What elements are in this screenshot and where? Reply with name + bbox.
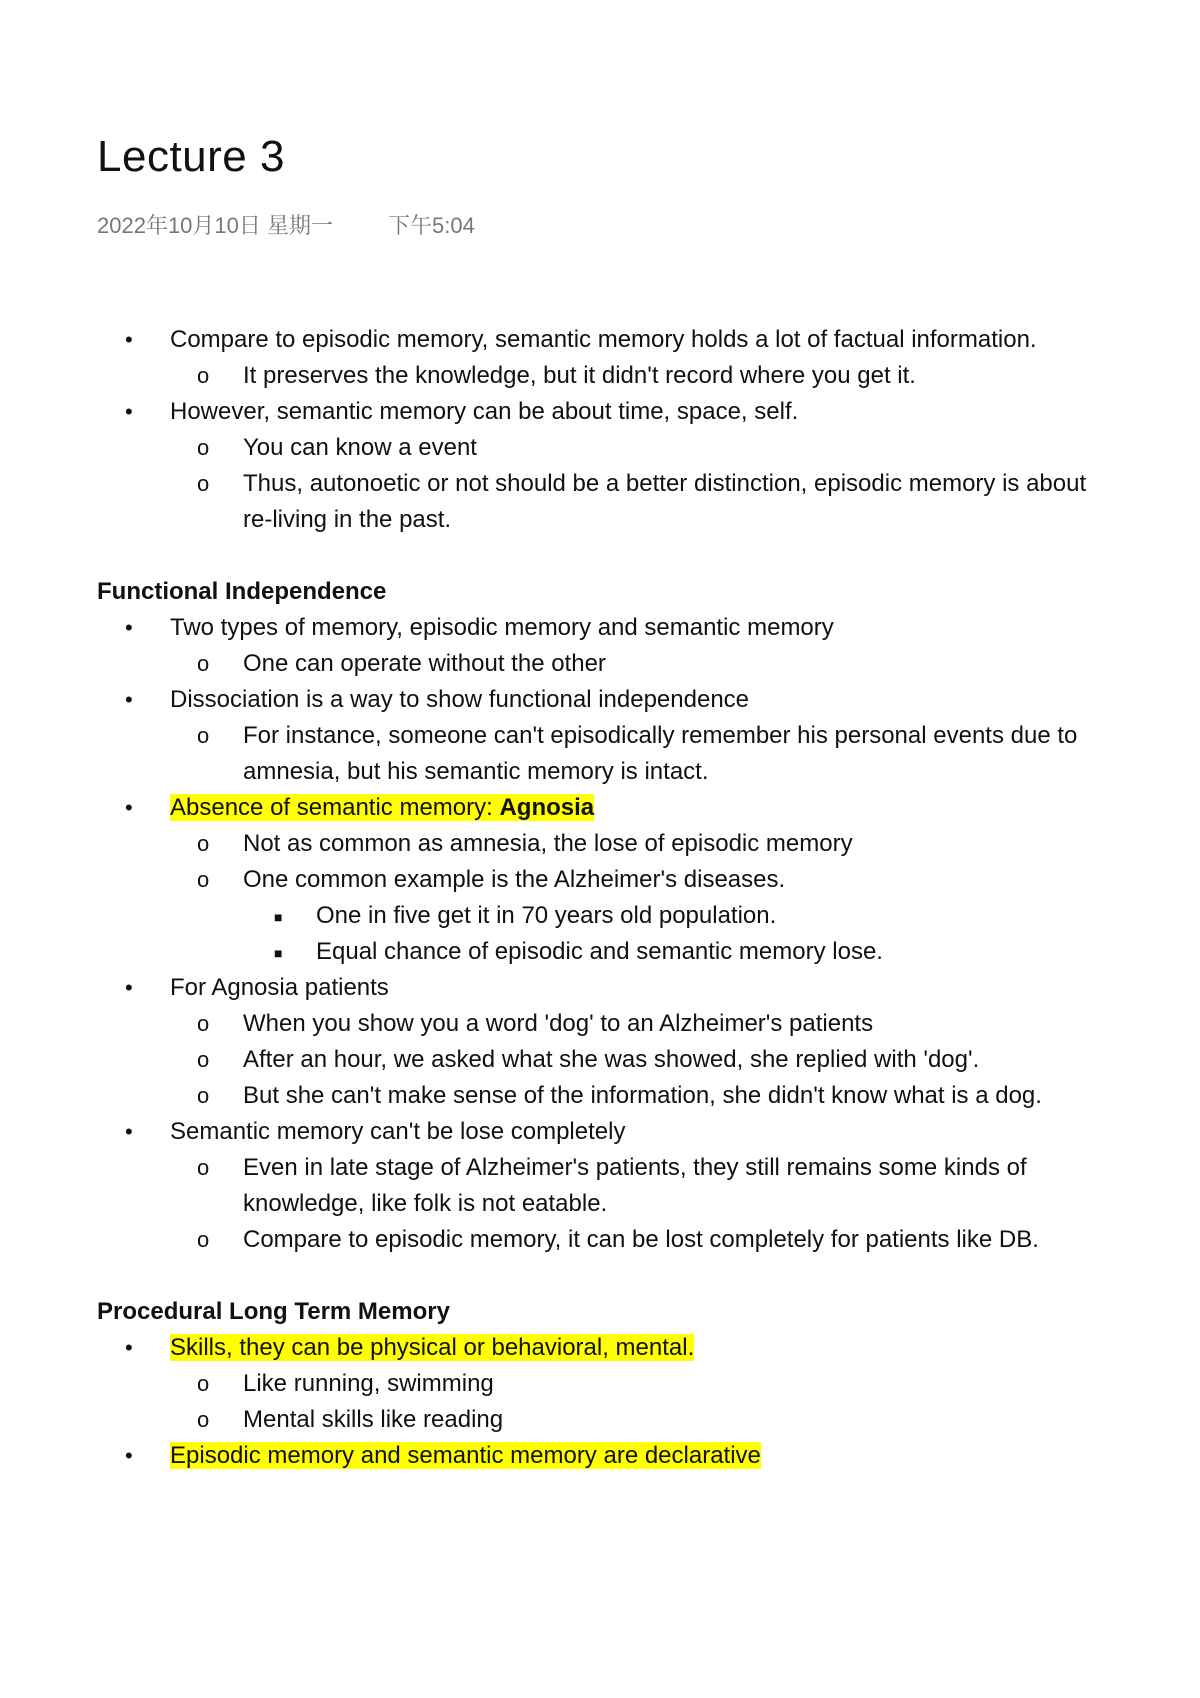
bullet-circle: o xyxy=(197,1155,210,1180)
list-item-text: Two types of memory, episodic memory and semantic memory xyxy=(170,614,834,641)
section-3-list xyxy=(97,1438,1117,1474)
bullet-disc: • xyxy=(125,687,133,712)
bullet-disc: • xyxy=(125,399,133,424)
bullet-circle: o xyxy=(197,867,210,892)
sublist xyxy=(97,1150,1117,1258)
page-meta xyxy=(97,209,475,240)
section-1-list xyxy=(97,394,1117,430)
bullet-circle: o xyxy=(197,1011,210,1036)
bullet-circle: o xyxy=(197,471,210,496)
highlighted-text: Episodic memory and semantic memory are declarative xyxy=(170,1442,761,1469)
list-item-highlighted xyxy=(97,1438,1117,1474)
sub-list-item xyxy=(97,1078,1117,1114)
meta-date: 2022年10月10日 星期一 xyxy=(97,213,333,238)
sub-list-item-text: Compare to episodic memory, it can be lost completely for patients like DB. xyxy=(243,1226,1039,1253)
sublist xyxy=(97,358,1117,394)
bullet-circle: o xyxy=(197,1047,210,1072)
sub-list-item-text: One can operate without the other xyxy=(243,650,606,677)
bullet-circle: o xyxy=(197,1227,210,1252)
spacer xyxy=(97,538,1117,574)
sub-list-item xyxy=(97,1006,1117,1042)
bullet-square: ■ xyxy=(274,909,283,925)
section-2-list xyxy=(97,790,1117,826)
list-item-highlighted xyxy=(97,790,1117,826)
sub-list-item xyxy=(97,430,1117,466)
bullet-circle: o xyxy=(197,1083,210,1108)
bullet-circle: o xyxy=(197,831,210,856)
sub-list-item-text: For instance, someone can't episodically remember his personal events due to amnesia, but his semantic memory is intact. xyxy=(243,722,1078,785)
list-item-text: For Agnosia patients xyxy=(170,974,389,1001)
page-title: Lecture 3 xyxy=(97,132,285,181)
sub-list-item xyxy=(97,1150,1117,1222)
list-item xyxy=(97,682,1117,718)
section-3-list xyxy=(97,1330,1117,1366)
sub-sub-list-item xyxy=(97,898,1117,934)
section-heading-functional-independence: Functional Independence xyxy=(97,578,387,605)
bullet-disc: • xyxy=(125,1335,133,1360)
sub-list-item xyxy=(97,646,1117,682)
sub-list-item xyxy=(97,1402,1117,1438)
bullet-circle: o xyxy=(197,363,210,388)
spacer xyxy=(97,1258,1117,1294)
sub-list-item xyxy=(97,466,1117,538)
sub-list-item-text: When you show you a word 'dog' to an Alzheimer's patients xyxy=(243,1010,874,1037)
section-1-list xyxy=(97,322,1117,358)
sub-list-item xyxy=(97,1366,1117,1402)
list-item-text: Absence of semantic memory: xyxy=(170,794,500,821)
note-body xyxy=(97,322,1117,1474)
sub-sub-list-item xyxy=(97,934,1117,970)
sub-list-item-text: Mental skills like reading xyxy=(243,1406,504,1433)
sub-list-item xyxy=(97,826,1117,862)
sublist xyxy=(97,646,1117,682)
section-heading-procedural-memory: Procedural Long Term Memory xyxy=(97,1298,450,1325)
list-item-highlighted xyxy=(97,1330,1117,1366)
meta-time: 下午5:04 xyxy=(388,213,475,238)
bullet-disc: • xyxy=(125,327,133,352)
page-bottom-margin xyxy=(0,1572,1200,1698)
section-2-list xyxy=(97,610,1117,646)
list-item xyxy=(97,322,1117,358)
sub-list-item xyxy=(97,1042,1117,1078)
subsublist xyxy=(97,898,1117,970)
sub-sub-list-item-text: One in five get it in 70 years old population. xyxy=(316,902,777,929)
bullet-square: ■ xyxy=(274,945,283,961)
section-2-list xyxy=(97,970,1117,1006)
sublist xyxy=(97,718,1117,790)
bullet-disc: • xyxy=(125,615,133,640)
bold-term-agnosia: Agnosia xyxy=(499,794,595,821)
bullet-disc: • xyxy=(125,795,133,820)
sub-list-item xyxy=(97,718,1117,790)
list-item xyxy=(97,970,1117,1006)
sub-sub-list-item-text: Equal chance of episodic and semantic memory lose. xyxy=(316,938,883,965)
bullet-circle: o xyxy=(197,1371,210,1396)
list-item-text: However, semantic memory can be about time, space, self. xyxy=(170,398,799,425)
section-2-list xyxy=(97,1114,1117,1150)
sub-list-item-text: One common example is the Alzheimer's diseases. xyxy=(243,866,786,893)
bullet-circle: o xyxy=(197,651,210,676)
sub-list-item-text: Thus, autonoetic or not should be a better distinction, episodic memory is about re-living in the past. xyxy=(243,470,1087,533)
list-item-text: Semantic memory can't be lose completely xyxy=(170,1118,626,1145)
sub-list-item xyxy=(97,358,1117,394)
list-item-text: Compare to episodic memory, semantic memory holds a lot of factual information. xyxy=(170,326,1037,353)
sublist xyxy=(97,1006,1117,1114)
sub-list-item-text: You can know a event xyxy=(243,434,477,461)
highlighted-text xyxy=(170,794,594,821)
sub-list-item-text: Even in late stage of Alzheimer's patients, they still remains some kinds of knowledge, like folk is not eatable. xyxy=(243,1154,1027,1217)
sub-list-item-text: But she can't make sense of the information, she didn't know what is a dog. xyxy=(243,1082,1042,1109)
list-item xyxy=(97,394,1117,430)
sublist xyxy=(97,430,1117,538)
list-item xyxy=(97,1114,1117,1150)
sub-list-item-text: After an hour, we asked what she was showed, she replied with 'dog'. xyxy=(243,1046,980,1073)
bullet-disc: • xyxy=(125,1119,133,1144)
list-item-text: Dissociation is a way to show functional independence xyxy=(170,686,750,713)
sub-list-item xyxy=(97,1222,1117,1258)
sublist xyxy=(97,1366,1117,1438)
bullet-disc: • xyxy=(125,975,133,1000)
sublist xyxy=(97,826,1117,898)
bullet-circle: o xyxy=(197,435,210,460)
sub-list-item-text: It preserves the knowledge, but it didn't record where you get it. xyxy=(243,362,916,389)
bullet-circle: o xyxy=(197,1407,210,1432)
sub-list-item xyxy=(97,862,1117,898)
highlighted-text: Skills, they can be physical or behavioral, mental. xyxy=(170,1334,695,1361)
section-2-list xyxy=(97,682,1117,718)
bullet-disc: • xyxy=(125,1443,133,1468)
list-item xyxy=(97,610,1117,646)
sub-list-item-text: Not as common as amnesia, the lose of episodic memory xyxy=(243,830,853,857)
sub-list-item-text: Like running, swimming xyxy=(243,1370,494,1397)
bullet-circle: o xyxy=(197,723,210,748)
